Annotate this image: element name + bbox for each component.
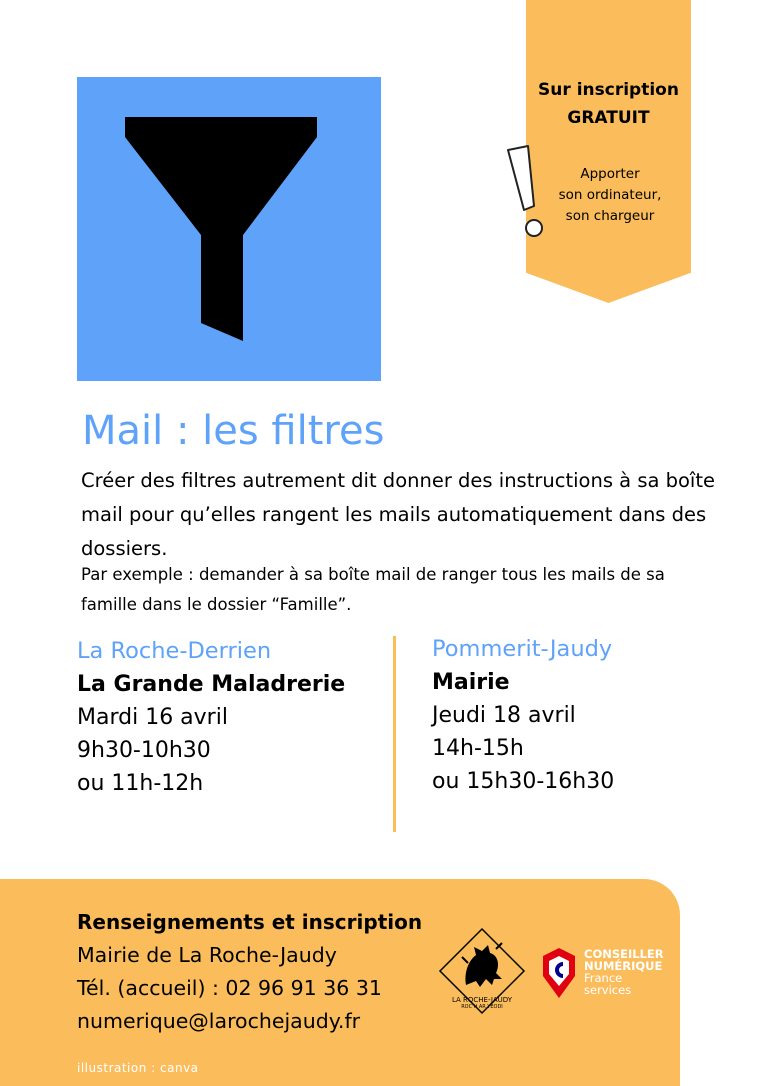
session-la-roche-derrien	[77, 638, 345, 796]
column-divider	[393, 636, 396, 832]
session-date: Mardi 16 avril	[77, 705, 228, 730]
session-place: Mairie	[432, 670, 510, 695]
session-pommerit-jaudy	[432, 636, 614, 794]
illustration-credit: illustration : canva	[77, 1061, 199, 1075]
banner-note: Apporter son ordinateur, son chargeur	[558, 166, 662, 224]
town-logo-motto: ROC'H AR YEODI	[461, 1004, 503, 1010]
page-title: Mail : les filtres	[82, 408, 385, 454]
example-text: Par exemple : demander à sa boîte mail de ranger tous les mails de sa famille dans le dossier “Famille”.	[81, 565, 665, 614]
footer-email[interactable]: numerique@larochejaudy.fr	[77, 1009, 361, 1033]
conseiller-numerique-icon	[541, 946, 577, 1000]
session-place: La Grande Maladrerie	[77, 672, 346, 697]
session-time-alt: ou 15h30-16h30	[432, 769, 615, 794]
footer-org: Mairie de La Roche-Jaudy	[77, 943, 337, 967]
footer-phone[interactable]: Tél. (accueil) : 02 96 91 36 31	[77, 976, 382, 1000]
conseiller-numerique-label: CONSEILLER NUMÉRIQUE France services	[584, 947, 664, 997]
session-date: Jeudi 18 avril	[432, 703, 576, 728]
session-time-alt: ou 11h-12h	[77, 771, 204, 796]
banner-free: GRATUIT	[567, 108, 650, 128]
town-logo-name: LA ROCHE-JAUDY	[451, 996, 513, 1004]
session-location: Pommerit-Jaudy	[432, 636, 613, 662]
session-time: 14h-15h	[432, 736, 524, 761]
filter-funnel-icon	[77, 77, 381, 381]
session-location: La Roche-Derrien	[77, 638, 272, 664]
footer-title: Renseignements et inscription	[77, 910, 423, 934]
description: Créer des filtres autrement dit donner des instructions à sa boîte mail pour qu’elles rangent les mails automatiquement dans des dossiers.	[81, 469, 715, 560]
illustration	[77, 77, 381, 381]
session-time: 9h30-10h30	[77, 738, 211, 763]
banner-registration: Sur inscription	[538, 80, 679, 100]
